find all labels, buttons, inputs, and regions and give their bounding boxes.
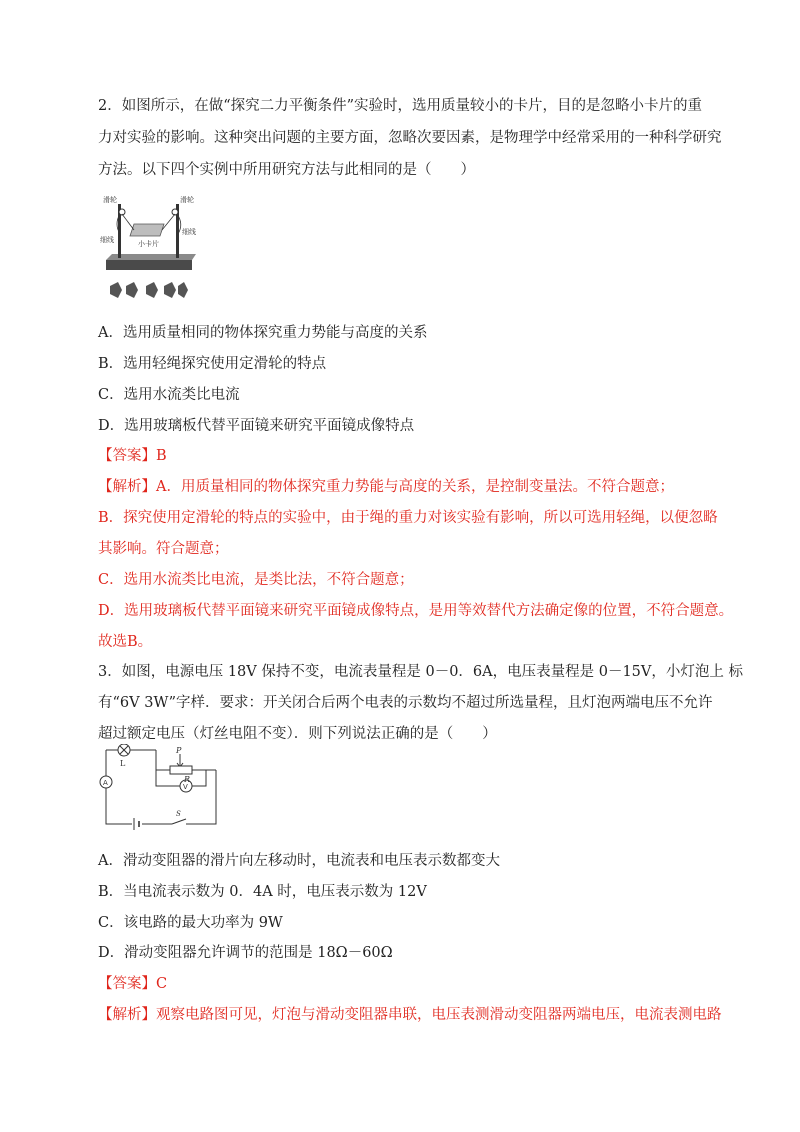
q3-answer: 【答案】C [98, 976, 168, 992]
q3-analysis-line-1: 【解析】观察电路图可见，灯泡与滑动变阻器串联，电压表测滑动变阻器两端电压，电流表测电路 [98, 1007, 722, 1023]
hanging-weights [110, 282, 188, 298]
q3-circuit-figure [96, 744, 226, 834]
q2-answer: 【答案】B [98, 448, 167, 464]
label-string-left: 细线 [100, 236, 114, 244]
label-lamp: L [120, 759, 126, 768]
q2-analysis-line-4: C．选用水流类比电流，是类比法，不符合题意； [98, 572, 414, 588]
q2-stem-line-1: 2．如图所示，在做“探究二力平衡条件”实验时，选用质量较小的卡片，目的是忽略小卡片的重 [98, 98, 703, 114]
label-card: 小卡片 [138, 240, 159, 248]
q2-stem-line-3: 方法。以下四个实例中所用研究方法与此相同的是（ ） [98, 162, 475, 178]
q2-option-b: B．选用轻绳探究使用定滑轮的特点 [98, 356, 327, 372]
q2-stem-line-2: 力对实验的影响。这种突出问题的主要方面，忽略次要因素，是物理学中经常采用的一种科学研究 [98, 130, 722, 146]
q2-option-d: D．选用玻璃板代替平面镜来研究平面镜成像特点 [98, 418, 415, 434]
q2-analysis-line-2: B．探究使用定滑轮的特点的实验中，由于绳的重力对该实验有影响，所以可选用轻绳，以便忽略 [98, 510, 718, 526]
label-string-right: 细线 [182, 228, 196, 236]
stand-base [106, 260, 192, 270]
q2-analysis-line-5: D．选用玻璃板代替平面镜来研究平面镜成像特点，是用等效替代方法确定像的位置，不符合题意。 [98, 603, 734, 619]
q2-analysis-line-3: 其影响。符合题意； [98, 541, 229, 557]
q3-stem-line-2: 有“6V 3W”字样．要求：开关闭合后两个电表的示数均不超过所选量程，且灯泡两端电压不允许 [98, 695, 713, 711]
label-slider: P [176, 746, 182, 755]
label-voltmeter: V [183, 783, 188, 791]
q3-option-a: A．滑动变阻器的滑片向左移动时，电流表和电压表示数都变大 [98, 853, 500, 869]
label-ammeter: A [103, 779, 108, 787]
q2-option-c: C．选用水流类比电流 [98, 387, 240, 403]
label-pulley-right: 滑轮 [180, 196, 194, 204]
small-card [130, 224, 164, 236]
label-pulley-left: 滑轮 [103, 196, 117, 204]
label-switch: S [176, 810, 181, 818]
q3-option-d: D．滑动变阻器允许调节的范围是 18Ω－60Ω [98, 945, 393, 961]
q2-option-a: A．选用质量相同的物体探究重力势能与高度的关系 [98, 325, 428, 341]
q2-analysis-line-6: 故选B。 [98, 634, 153, 650]
label-rheostat: R [184, 775, 191, 784]
q2-analysis-line-1: 【解析】A．用质量相同的物体探究重力势能与高度的关系，是控制变量法。不符合题意； [98, 479, 674, 495]
q2-apparatus-figure [100, 190, 200, 305]
q3-stem-line-3: 超过额定电压（灯丝电阻不变）．则下列说法正确的是（ ） [98, 726, 497, 742]
q3-option-b: B．当电流表示数为 0．4A 时，电压表示数为 12V [98, 884, 427, 900]
rheostat-symbol [170, 766, 192, 774]
string-right [162, 214, 175, 230]
q3-stem-line-1: 3．如图，电源电压 18V 保持不变，电流表量程是 0－0．6A，电压表量程是 0－15V，小灯泡上 标 [98, 664, 743, 680]
q3-option-c: C．该电路的最大功率为 9W [98, 915, 283, 931]
string-left [122, 214, 134, 230]
